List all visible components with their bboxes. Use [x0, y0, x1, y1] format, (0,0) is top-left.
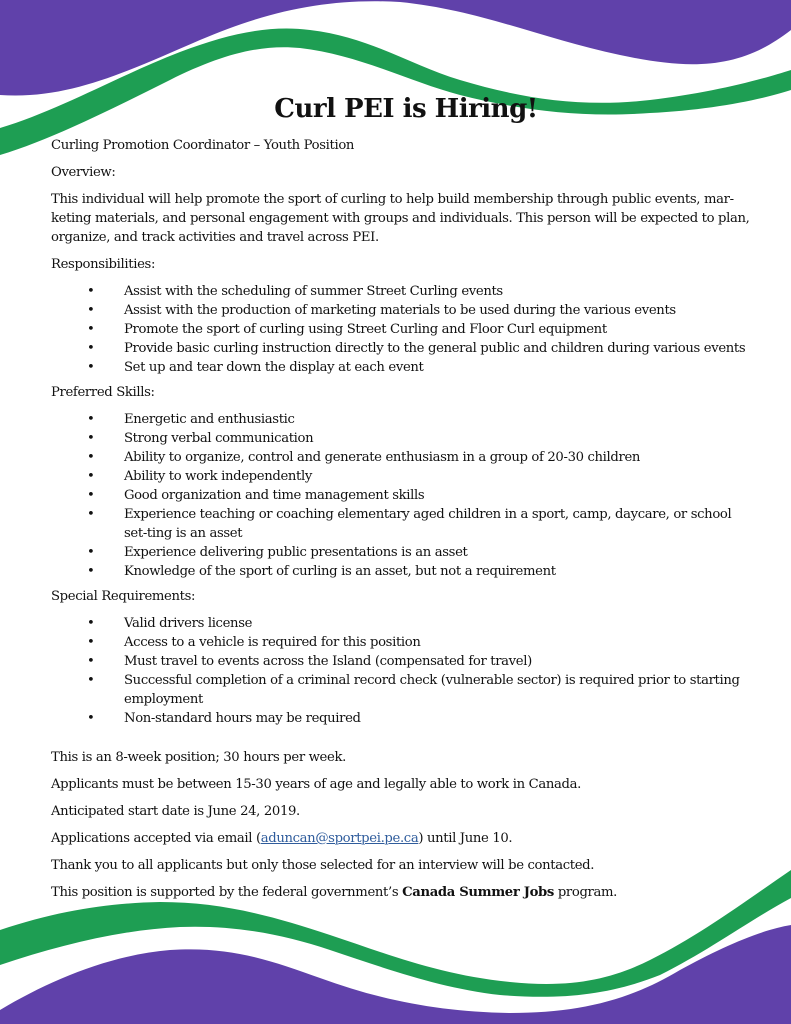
support-text: [51, 883, 751, 902]
bullet-icon: •: [87, 469, 95, 484]
bullet-icon: •: [87, 412, 95, 427]
list-item-text: Non-standard hours may be required: [124, 711, 361, 726]
special-requirements-list: [51, 614, 751, 728]
bullet-icon: •: [87, 284, 95, 299]
list-item-text: Valid drivers license: [124, 616, 253, 631]
bullet-icon: •: [87, 450, 95, 465]
list-item-text: Ability to work independently: [124, 469, 312, 484]
duration-text: This is an 8-week position; 30 hours per week.: [51, 750, 346, 765]
list-item-text: Access to a vehicle is required for this position: [124, 635, 421, 650]
list-item-text: Ability to organize, control and generate enthusiasm in a group of 20-30 children: [124, 450, 641, 465]
list-item: [51, 448, 751, 467]
application-suffix: ) until June 10.: [418, 831, 513, 846]
list-item: [51, 505, 751, 543]
application-text: [51, 829, 751, 848]
list-item-text: Set up and tear down the display at each event: [124, 360, 424, 375]
list-item: [51, 543, 751, 562]
preferred-skills-list: [51, 410, 751, 581]
bullet-icon: •: [87, 616, 95, 631]
bullet-icon: •: [87, 564, 95, 579]
preferred-skills-heading: Preferred Skills:: [51, 385, 155, 400]
overview-heading: Overview:: [51, 165, 116, 180]
list-item-text: Assist with the scheduling of summer Street Curling events: [124, 284, 503, 299]
overview-text: This individual will help promote the sport of curling to help build membership through public events, mar-keting materials, and personal engagement with groups and individuals. This person will be expected to plan, organize, and track activities and travel across PEI.: [51, 192, 750, 245]
bullet-icon: •: [87, 322, 95, 337]
list-item: [51, 282, 751, 301]
bullet-icon: •: [87, 488, 95, 503]
list-item-text: Provide basic curling instruction directly to the general public and children during various events: [124, 341, 746, 356]
list-item-text: Energetic and enthusiastic: [124, 412, 295, 427]
bullet-icon: •: [87, 431, 95, 446]
application-prefix: Applications accepted via email (: [51, 831, 261, 846]
list-item: [51, 562, 751, 581]
list-item: [51, 614, 751, 633]
support-suffix: program.: [553, 885, 618, 900]
age-requirement-text: Applicants must be between 15-30 years of age and legally able to work in Canada.: [51, 777, 581, 792]
list-item: [51, 671, 751, 709]
responsibilities-list: [51, 282, 751, 377]
list-item: [51, 486, 751, 505]
bullet-icon: •: [87, 654, 95, 669]
thanks-text: Thank you to all applicants but only those selected for an interview will be contacted.: [51, 858, 595, 873]
list-item: [51, 633, 751, 652]
start-date-text: Anticipated start date is June 24, 2019.: [51, 804, 300, 819]
bullet-icon: •: [87, 545, 95, 560]
email-link[interactable]: aduncan@sportpei.pe.ca: [260, 831, 419, 846]
list-item: [51, 339, 751, 358]
bullet-icon: •: [87, 303, 95, 318]
list-item-text: Experience teaching or coaching elementary aged children in a sport, camp, daycare, or school set-ting is an asset: [124, 507, 732, 541]
list-item-text: Must travel to events across the Island (compensated for travel): [124, 654, 532, 669]
list-item: [51, 467, 751, 486]
bullet-icon: •: [87, 673, 95, 688]
list-item: [51, 320, 751, 339]
list-item: [51, 301, 751, 320]
bullet-icon: •: [87, 360, 95, 375]
list-item-text: Successful completion of a criminal record check (vulnerable sector) is required prior to starting employment: [124, 673, 740, 707]
list-item: [51, 410, 751, 429]
list-item: [51, 709, 751, 728]
list-item: [51, 429, 751, 448]
bullet-icon: •: [87, 711, 95, 726]
list-item: [51, 652, 751, 671]
special-requirements-heading: Special Requirements:: [51, 589, 196, 604]
bullet-icon: •: [87, 341, 95, 356]
bullet-icon: •: [87, 635, 95, 650]
bullet-icon: •: [87, 507, 95, 522]
job-posting: [51, 92, 751, 910]
list-item: [51, 358, 751, 377]
list-item-text: Promote the sport of curling using Street Curling and Floor Curl equipment: [124, 322, 607, 337]
responsibilities-heading: Responsibilities:: [51, 257, 156, 272]
list-item-text: Good organization and time management skills: [124, 488, 425, 503]
list-item-text: Experience delivering public presentations is an asset: [124, 545, 468, 560]
bottom-purple-wave: [0, 925, 791, 1024]
list-item-text: Assist with the production of marketing materials to be used during the various events: [124, 303, 676, 318]
list-item-text: Knowledge of the sport of curling is an asset, but not a requirement: [124, 564, 556, 579]
position-title: Curling Promotion Coordinator – Youth Position: [51, 138, 355, 153]
page-title: Curl PEI is Hiring!: [274, 94, 538, 124]
support-prefix: This position is supported by the federal government’s: [51, 885, 403, 900]
program-name: Canada Summer Jobs: [402, 885, 554, 900]
list-item-text: Strong verbal communication: [124, 431, 314, 446]
